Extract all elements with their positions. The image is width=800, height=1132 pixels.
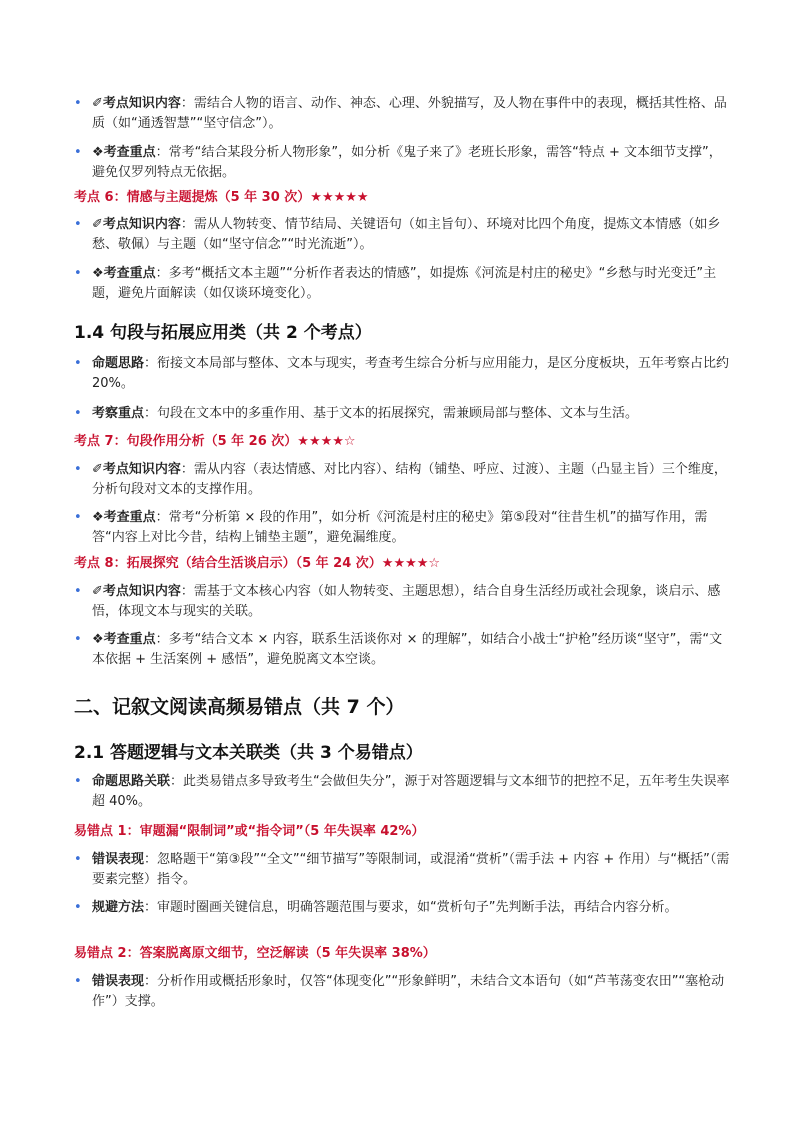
item-label: 命题思路 <box>92 356 145 371</box>
item-label: ❖考查重点 <box>92 510 156 525</box>
item-label: 错误表现 <box>92 974 145 989</box>
item-label: ❖考查重点 <box>92 145 156 160</box>
item-text: ：句段在文本中的多重作用、基于文本的拓展探究，需兼顾局部与整体、文本与生活。 <box>144 406 639 421</box>
section-2-1-heading: 2.1 答题逻辑与文本关联类（共 3 个易错点） <box>74 743 423 763</box>
section-1-4-heading: 1.4 句段与拓展应用类（共 2 个考点） <box>74 323 372 343</box>
bullet-dot: • <box>74 266 82 281</box>
bullet-dot: • <box>74 217 82 232</box>
item-label: 考察重点 <box>92 406 145 421</box>
bullet-dot: • <box>74 584 82 599</box>
item-text: ：多考“概括文本主题”“分析作者表达的情感”，如提炼《河流是村庄的秘史》“乡愁与时光变迁”主题，避免片面解读（如仅谈环境变化）。 <box>92 266 717 301</box>
item-text: ：衔接文本局部与整体、文本与现实，考查考生综合分析与应用能力，是区分度板块，五年考察占比约 20%。 <box>92 356 730 391</box>
item-text: ：此类易错点多导致考生“会做但失分”，源于对答题逻辑与文本细节的把控不足，五年考生失误率超 40%。 <box>92 774 730 809</box>
bullet-dot: • <box>74 852 82 867</box>
item-label: ❖考查重点 <box>92 266 156 281</box>
kaodian-6-heading: 考点 6：情感与主题提炼（5 年 30 次）★★★★★ <box>74 190 369 205</box>
item-text: ：审题时圈画关键信息，明确答题范围与要求，如“赏析句子”先判断手法，再结合内容分析。 <box>144 900 678 915</box>
kaodian-8-heading: 考点 8：拓展探究（结合生活谈启示）（5 年 24 次）★★★★☆ <box>74 556 441 571</box>
section-2-heading: 二、记叙文阅读高频易错点（共 7 个） <box>74 696 405 718</box>
bullet-dot: • <box>74 774 82 789</box>
item-text: ：常考“结合某段分析人物形象”，如分析《鬼子来了》老班长形象，需答“特点 + 文本细节支撑”，避免仅罗列特点无依据。 <box>92 145 722 180</box>
bullet-dot: • <box>74 462 82 477</box>
item-text: ：需基于文本核心内容（如人物转变、主题思想），结合自身生活经历或社会现象，谈启示、感悟，体现文本与现实的关联。 <box>92 584 721 619</box>
item-text: ：多考“结合文本 × 内容，联系生活谈你对 × 的理解”，如结合小战士“护枪”经历谈“坚守”，需“文本依据 + 生活案例 + 感悟”，避免脱离文本空谈。 <box>92 632 723 667</box>
item-label: 错误表现 <box>92 852 145 867</box>
item-text: ：需从内容（表达情感、对比内容）、结构（铺垫、呼应、过渡）、主题（凸显主旨）三个维度，分析句段对文本的支撑作用。 <box>92 462 727 497</box>
bullet-dot: • <box>74 356 82 371</box>
bullet-dot: • <box>74 632 82 647</box>
item-text: ：常考“分析第 × 段的作用”，如分析《河流是村庄的秘史》第⑤段对“往昔生机”的描写作用，需答“内容上对比今昔，结构上铺垫主题”，避免漏维度。 <box>92 510 708 545</box>
cuowu-1-heading: 易错点 1：审题漏“限制词”或“指令词”（5 年失误率 42%） <box>74 824 425 839</box>
bullet-dot: • <box>74 145 82 160</box>
bullet-dot: • <box>74 510 82 525</box>
item-text: ：分析作用或概括形象时，仅答“体现变化”“形象鲜明”，未结合文本语句（如“芦苇荡变农田”“塞枪动作”）支撑。 <box>92 974 725 1009</box>
item-text: ：需从人物转变、情节结局、关键语句（如主旨句）、环境对比四个角度，提炼文本情感（如乡愁、敬佩）与主题（如“坚守信念”“时光流逝”）。 <box>92 217 721 252</box>
item-label: 规避方法 <box>92 900 145 915</box>
kaodian-7-heading: 考点 7：句段作用分析（5 年 26 次）★★★★☆ <box>74 434 356 449</box>
item-text: ：需结合人物的语言、动作、神态、心理、外貌描写，及人物在事件中的表现，概括其性格、品质（如“通透智慧”“坚守信念”）。 <box>92 96 727 131</box>
bullet-dot: • <box>74 96 82 111</box>
bullet-dot: • <box>74 974 82 989</box>
item-label: 命题思路关联 <box>92 774 171 789</box>
bullet-dot: • <box>74 406 82 421</box>
item-label: ✐考点知识内容 <box>92 96 181 111</box>
item-label: ✐考点知识内容 <box>92 217 181 232</box>
item-text: ：忽略题干“第③段”“全文”“细节描写”等限制词，或混淆“赏析”（需手法 + 内容 + 作用）与“概括”（需要素完整）指令。 <box>92 852 730 887</box>
item-label: ❖考查重点 <box>92 632 156 647</box>
bullet-dot: • <box>74 900 82 915</box>
cuowu-2-heading: 易错点 2：答案脱离原文细节，空泛解读（5 年失误率 38%） <box>74 946 436 961</box>
item-label: ✐考点知识内容 <box>92 584 181 599</box>
item-label: ✐考点知识内容 <box>92 462 181 477</box>
